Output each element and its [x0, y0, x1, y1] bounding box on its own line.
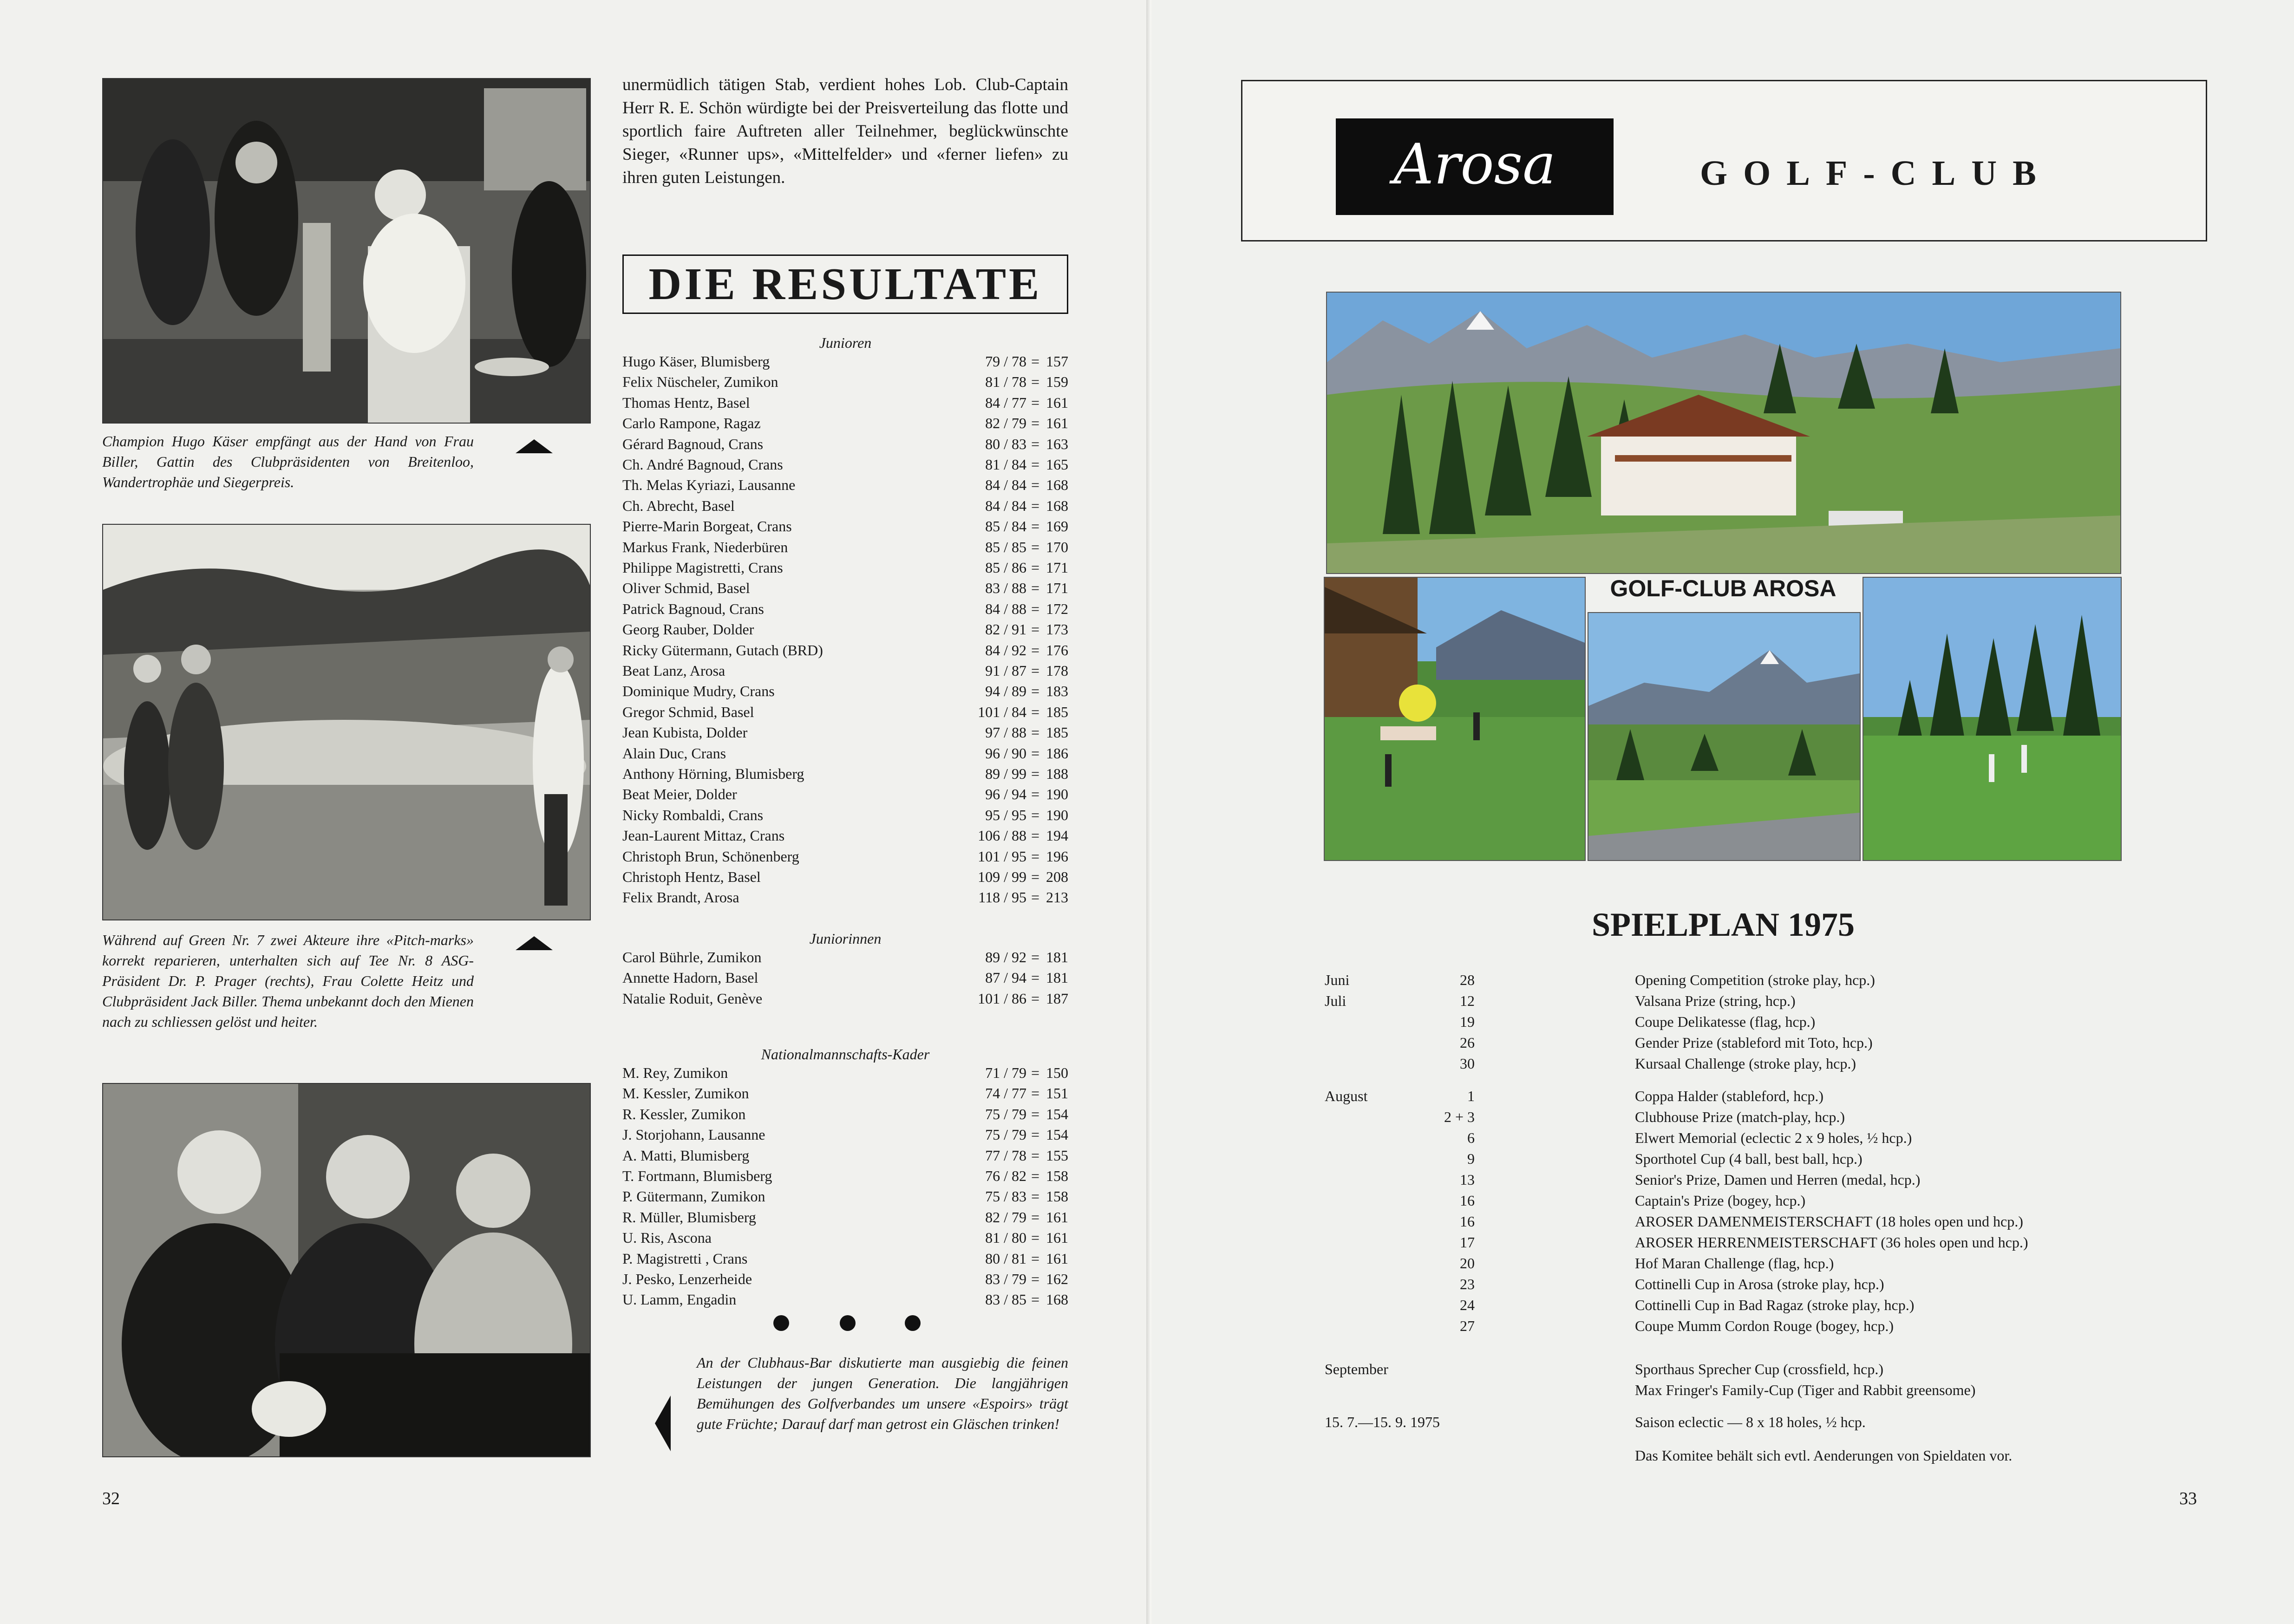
schedule-event: Das Komitee behält sich evtl. Aenderungen von Spieldaten vor. [1635, 1447, 2013, 1464]
player-name: J. Pesko, Lenzerheide [622, 1271, 752, 1287]
player-name: P. Magistretti , Crans [622, 1250, 748, 1267]
section-heading: Junioren [819, 334, 872, 351]
round-scores: 96 / 94 [985, 786, 1026, 803]
result-row [622, 1248, 1068, 1269]
round-scores: 81 / 78 [985, 373, 1026, 391]
trophy-caption: Champion Hugo Käser empfängt aus der Hand von Frau Biller, Gattin des Clubpräsidenten von Breitenloo, Wandertrophäe und Siegerpreis. [102, 433, 474, 490]
green-caption: Während auf Green Nr. 7 zwei Akteure ihre «Pitch-marks» korrekt reparieren, unterhalten sich auf Tee Nr. 8 ASG-Präsident Dr. P. Prager (rechts), Frau Colette Heitz und Clubpräsident Jack Biller. Thema unbekannt doch den Mienen nach zu schliessen gelöst und heiter. [102, 932, 474, 1030]
total-score: 163 [1046, 435, 1068, 452]
equals-sign: = [1031, 621, 1040, 638]
schedule-day: 13 [1460, 1171, 1475, 1188]
bar-caption: An der Clubhaus-Bar diskutierte man ausgiebig die feinen Leistungen der jungen Generation. Die langjährigen Bemühungen des Golfverbandes um unsere «Espoirs» trägt gute Früchte; Darauf darf man getrost ein Gläschen trinken! [697, 1354, 1068, 1432]
schedule-event: Cottinelli Cup in Bad Ragaz (stroke play, hcp.) [1635, 1297, 1915, 1313]
result-row [622, 1289, 1068, 1310]
round-scores: 101 / 86 [978, 990, 1026, 1007]
total-score: 190 [1046, 786, 1068, 803]
equals-sign: = [1031, 476, 1040, 494]
result-row [622, 392, 1068, 413]
player-name: Felix Nüscheler, Zumikon [622, 373, 778, 391]
schedule-day: 1 [1467, 1088, 1475, 1104]
equals-sign: = [1031, 827, 1040, 844]
player-name: Thomas Hentz, Basel [622, 394, 750, 411]
total-score: 178 [1046, 662, 1068, 679]
equals-sign: = [1031, 1250, 1040, 1267]
result-row [622, 1207, 1068, 1227]
result-row [622, 722, 1068, 743]
total-score: 169 [1046, 518, 1068, 535]
schedule-event: Cottinelli Cup in Arosa (stroke play, hcp.) [1635, 1276, 1884, 1292]
player-name: Dominique Mudry, Crans [622, 683, 775, 700]
result-row [622, 805, 1068, 825]
equals-sign: = [1031, 724, 1040, 741]
player-name: Hugo Käser, Blumisberg [622, 353, 770, 370]
player-name: Alain Duc, Crans [622, 744, 726, 762]
equals-sign: = [1031, 683, 1040, 700]
schedule-event: Captain's Prize (bogey, hcp.) [1635, 1192, 1806, 1209]
player-name: Christoph Brun, Schönenberg [622, 848, 799, 865]
total-score: 161 [1046, 1208, 1068, 1226]
result-row [622, 825, 1068, 846]
round-scores: 75 / 79 [985, 1126, 1026, 1143]
total-score: 190 [1046, 806, 1068, 823]
schedule-day: 17 [1460, 1234, 1475, 1251]
total-score: 165 [1046, 456, 1068, 473]
round-scores: 79 / 78 [985, 353, 1026, 370]
schedule-day: 30 [1460, 1055, 1475, 1072]
player-name: R. Kessler, Zumikon [622, 1105, 746, 1122]
bar-photo [102, 1083, 591, 1457]
player-name: Jean-Laurent Mittaz, Crans [622, 827, 785, 844]
player-name: Natalie Roduit, Genève [622, 990, 763, 1007]
page-number: 33 [2179, 1489, 2197, 1508]
total-score: 155 [1046, 1147, 1068, 1164]
schedule-day: 24 [1460, 1297, 1475, 1313]
schedule-event: Kursaal Challenge (stroke play, hcp.) [1635, 1055, 1856, 1072]
player-name: J. Storjohann, Lausanne [622, 1126, 765, 1143]
section-heading: Juniorinnen [809, 930, 882, 947]
trophy-photo [102, 78, 591, 424]
equals-sign: = [1031, 786, 1040, 803]
equals-sign: = [1031, 538, 1040, 555]
total-score: 181 [1046, 949, 1068, 965]
equals-sign: = [1031, 765, 1040, 782]
schedule-event: Max Fringer's Family-Cup (Tiger and Rabbit greensome) [1635, 1382, 1976, 1398]
player-name: P. Gütermann, Zumikon [622, 1188, 765, 1205]
total-score: 196 [1046, 848, 1068, 865]
player-name: Beat Lanz, Arosa [622, 662, 725, 679]
equals-sign: = [1031, 889, 1040, 906]
bullet-dot [840, 1315, 856, 1331]
result-row [622, 763, 1068, 784]
equals-sign: = [1031, 353, 1040, 370]
result-row [622, 413, 1068, 433]
round-scores: 82 / 79 [985, 415, 1026, 432]
equals-sign: = [1031, 580, 1040, 597]
schedule-event: Gender Prize (stableford mit Toto, hcp.) [1635, 1034, 1873, 1051]
total-score: 208 [1046, 868, 1068, 885]
total-score: 162 [1046, 1271, 1068, 1287]
schedule-event: AROSER HERRENMEISTERSCHAFT (36 holes open und hcp.) [1635, 1234, 2028, 1251]
total-score: 154 [1046, 1126, 1068, 1143]
player-name: Ricky Gütermann, Gutach (BRD) [622, 641, 823, 659]
schedule-day: 20 [1460, 1255, 1475, 1272]
equals-sign: = [1031, 949, 1040, 965]
results-title: DIE RESULTATE [622, 254, 1068, 314]
round-scores: 75 / 79 [985, 1105, 1026, 1122]
result-row [622, 947, 1068, 967]
total-score: 170 [1046, 538, 1068, 555]
round-scores: 81 / 80 [985, 1229, 1026, 1246]
forest-green-photo [1863, 577, 2122, 861]
schedule-day [1393, 1359, 1475, 1380]
player-name: Annette Hadorn, Basel [622, 969, 758, 986]
round-scores: 97 / 88 [985, 724, 1026, 741]
total-score: 159 [1046, 373, 1068, 391]
player-name: Gérard Bagnoud, Crans [622, 435, 764, 452]
schedule-event: Opening Competition (stroke play, hcp.) [1635, 972, 1875, 988]
schedule-day: 19 [1460, 1013, 1475, 1030]
result-row [622, 1124, 1068, 1145]
schedule-event: Valsana Prize (string, hcp.) [1635, 992, 1796, 1009]
equals-sign: = [1031, 969, 1040, 986]
result-row [622, 557, 1068, 578]
player-name: Anthony Hörning, Blumisberg [622, 765, 804, 782]
schedule-event: Sporthaus Sprecher Cup (crossfield, hcp.) [1635, 1361, 1883, 1377]
round-scores: 96 / 90 [985, 744, 1026, 762]
equals-sign: = [1031, 1167, 1040, 1184]
result-row [622, 867, 1068, 887]
round-scores: 106 / 88 [978, 827, 1026, 844]
schedule-event: Elwert Memorial (eclectic 2 x 9 holes, ½ hcp.) [1635, 1129, 1912, 1146]
result-row [622, 434, 1068, 454]
total-score: 168 [1046, 1291, 1068, 1308]
section-heading: Nationalmannschafts-Kader [761, 1046, 930, 1063]
schedule-day: 28 [1460, 972, 1475, 988]
total-score: 181 [1046, 969, 1068, 986]
player-name: Carlo Rampone, Ragaz [622, 415, 761, 432]
player-name: Ch. Abrecht, Basel [622, 497, 735, 514]
result-row [622, 1063, 1068, 1083]
club-title: GOLF-CLUB [1700, 154, 2052, 193]
round-scores: 95 / 95 [985, 806, 1026, 823]
player-name: Jean Kubista, Dolder [622, 724, 748, 741]
player-name: Gregor Schmid, Basel [622, 703, 754, 720]
round-scores: 82 / 79 [985, 1208, 1026, 1226]
schedule-day: 6 [1467, 1129, 1475, 1146]
result-row [622, 702, 1068, 722]
round-scores: 94 / 89 [985, 683, 1026, 700]
result-row [622, 988, 1068, 1009]
round-scores: 81 / 84 [985, 456, 1026, 473]
equals-sign: = [1031, 415, 1040, 432]
total-score: 186 [1046, 744, 1068, 762]
player-name: R. Müller, Blumisberg [622, 1208, 756, 1226]
equals-sign: = [1031, 990, 1040, 1007]
round-scores: 74 / 77 [985, 1085, 1026, 1102]
player-name: Christoph Hentz, Basel [622, 868, 761, 885]
player-name: M. Kessler, Zumikon [622, 1085, 749, 1102]
equals-sign: = [1031, 1229, 1040, 1246]
player-name: T. Fortmann, Blumisberg [622, 1167, 772, 1184]
result-row [622, 1269, 1068, 1289]
mountain-fairway-photo [1588, 612, 1861, 861]
schedule-event: Hof Maran Challenge (flag, hcp.) [1635, 1255, 1834, 1272]
total-score: 187 [1046, 990, 1068, 1007]
round-scores: 91 / 87 [985, 662, 1026, 679]
round-scores: 83 / 88 [985, 580, 1026, 597]
equals-sign: = [1031, 1271, 1040, 1287]
total-score: 161 [1046, 1229, 1068, 1246]
total-score: 158 [1046, 1167, 1068, 1184]
result-row [622, 846, 1068, 867]
player-name: Pierre-Marin Borgeat, Crans [622, 518, 792, 535]
result-row [622, 599, 1068, 619]
total-score: 151 [1046, 1085, 1068, 1102]
result-row [622, 1083, 1068, 1103]
result-row [622, 660, 1068, 681]
total-score: 157 [1046, 353, 1068, 370]
total-score: 173 [1046, 621, 1068, 638]
page-number: 32 [102, 1489, 120, 1508]
schedule-day: 2 + 3 [1444, 1109, 1475, 1125]
bullet-dot [773, 1315, 789, 1331]
result-row [622, 619, 1068, 639]
round-scores: 109 / 99 [978, 868, 1026, 885]
schedule-day [1393, 1380, 1475, 1401]
schedule-title: SPIELPLAN 1975 [1591, 906, 1855, 943]
round-scores: 101 / 84 [978, 703, 1026, 720]
total-score: 168 [1046, 497, 1068, 514]
schedule-day: 23 [1460, 1276, 1475, 1292]
schedule-event: Saison eclectic — 8 x 18 holes, ½ hcp. [1635, 1414, 1866, 1430]
equals-sign: = [1031, 744, 1040, 762]
arrow-up-icon [516, 439, 553, 453]
schedule-day: 16 [1460, 1213, 1475, 1230]
schedule-month: 15. 7.—15. 9. 1975 [1325, 1414, 1440, 1430]
player-name: Carol Bührle, Zumikon [622, 949, 762, 965]
total-score: 172 [1046, 600, 1068, 617]
total-score: 161 [1046, 415, 1068, 432]
total-score: 213 [1046, 889, 1068, 906]
result-row [622, 640, 1068, 660]
equals-sign: = [1031, 600, 1040, 617]
equals-sign: = [1031, 456, 1040, 473]
player-name: A. Matti, Blumisberg [622, 1147, 750, 1164]
round-scores: 77 / 78 [985, 1147, 1026, 1164]
total-score: 154 [1046, 1105, 1068, 1122]
result-row [622, 537, 1068, 557]
schedule-event: AROSER DAMENMEISTERSCHAFT (18 holes open und hcp.) [1635, 1213, 2023, 1230]
equals-sign: = [1031, 1188, 1040, 1205]
schedule-event: Clubhouse Prize (match-play, hcp.) [1635, 1109, 1845, 1125]
round-scores: 89 / 99 [985, 765, 1026, 782]
total-score: 176 [1046, 641, 1068, 659]
player-name: M. Rey, Zumikon [622, 1064, 728, 1081]
total-score: 161 [1046, 394, 1068, 411]
schedule-day: 26 [1460, 1034, 1475, 1051]
schedule-event: Coupe Delikatesse (flag, hcp.) [1635, 1013, 1816, 1030]
result-row [622, 496, 1068, 516]
result-row [622, 454, 1068, 475]
equals-sign: = [1031, 1291, 1040, 1308]
equals-sign: = [1031, 1085, 1040, 1102]
green-photo [102, 524, 591, 920]
arrow-left-icon [655, 1396, 671, 1451]
result-row [622, 1166, 1068, 1186]
equals-sign: = [1031, 1064, 1040, 1081]
player-name: Ch. André Bagnoud, Crans [622, 456, 783, 473]
total-score: 194 [1046, 827, 1068, 844]
round-scores: 83 / 85 [985, 1291, 1026, 1308]
player-name: U. Lamm, Engadin [622, 1291, 737, 1308]
equals-sign: = [1031, 394, 1040, 411]
player-name: Th. Melas Kyriazi, Lausanne [622, 476, 796, 494]
result-row [622, 887, 1068, 907]
schedule-day: 16 [1460, 1192, 1475, 1209]
schedule-month: Juni [1325, 972, 1350, 988]
round-scores: 84 / 77 [985, 394, 1026, 411]
player-name: Markus Frank, Niederbüren [622, 538, 788, 555]
schedule-day: 12 [1460, 992, 1475, 1009]
result-row [622, 1227, 1068, 1248]
result-row [622, 578, 1068, 598]
schedule-event: Sporthotel Cup (4 ball, best ball, hcp.) [1635, 1150, 1863, 1167]
round-scores: 80 / 83 [985, 435, 1026, 452]
bullet-dot [905, 1315, 921, 1331]
intro-paragraph: unermüdlich tätigen Stab, verdient hohes Lob. Club-Captain Herr R. E. Schön würdigte bei der Preisverteilung das flotte und sportlich faire Auftreten aller Teilnehmer, beglückwünschte Sieger, «Runner ups», «Mittelfelder» und «ferner liefen» zu ihren guten Leistungen. [622, 75, 1068, 187]
schedule-month: Juli [1325, 992, 1346, 1009]
result-row [622, 743, 1068, 763]
result-row [622, 351, 1068, 372]
round-scores: 84 / 84 [985, 476, 1026, 494]
round-scores: 76 / 82 [985, 1167, 1026, 1184]
player-name: Philippe Magistretti, Crans [622, 559, 783, 576]
schedule-day [1393, 1445, 1475, 1466]
round-scores: 84 / 84 [985, 497, 1026, 514]
round-scores: 75 / 83 [985, 1188, 1026, 1205]
total-score: 185 [1046, 724, 1068, 741]
equals-sign: = [1031, 641, 1040, 659]
round-scores: 85 / 84 [985, 518, 1026, 535]
total-score: 183 [1046, 683, 1068, 700]
equals-sign: = [1031, 868, 1040, 885]
round-scores: 89 / 92 [985, 949, 1026, 965]
equals-sign: = [1031, 662, 1040, 679]
total-score: 158 [1046, 1188, 1068, 1205]
round-scores: 101 / 95 [978, 848, 1026, 865]
schedule-day: 27 [1460, 1317, 1475, 1334]
arosa-logo: Arosa [1336, 118, 1614, 215]
total-score: 185 [1046, 703, 1068, 720]
player-name: Patrick Bagnoud, Crans [622, 600, 764, 617]
total-score: 171 [1046, 580, 1068, 597]
result-row [622, 516, 1068, 536]
result-row [622, 1145, 1068, 1166]
result-row [622, 1186, 1068, 1207]
result-row [622, 784, 1068, 804]
player-name: Beat Meier, Dolder [622, 786, 737, 803]
result-row [622, 1104, 1068, 1124]
round-scores: 80 / 81 [985, 1250, 1026, 1267]
player-name: U. Ris, Ascona [622, 1229, 712, 1246]
round-scores: 84 / 92 [985, 641, 1026, 659]
player-name: Oliver Schmid, Basel [622, 580, 750, 597]
clubhouse-panorama-photo [1326, 292, 2121, 574]
equals-sign: = [1031, 848, 1040, 865]
schedule-event: Senior's Prize, Damen und Herren (medal, hcp.) [1635, 1171, 1921, 1188]
equals-sign: = [1031, 1105, 1040, 1122]
total-score: 150 [1046, 1064, 1068, 1081]
schedule-day [1393, 1412, 1475, 1433]
equals-sign: = [1031, 1208, 1040, 1226]
round-scores: 118 / 95 [978, 889, 1026, 906]
total-score: 168 [1046, 476, 1068, 494]
round-scores: 87 / 94 [985, 969, 1026, 986]
result-row [622, 475, 1068, 495]
player-name: Georg Rauber, Dolder [622, 621, 754, 638]
round-scores: 83 / 79 [985, 1271, 1026, 1287]
equals-sign: = [1031, 435, 1040, 452]
equals-sign: = [1031, 518, 1040, 535]
schedule-event: Coppa Halder (stableford, hcp.) [1635, 1088, 1824, 1104]
schedule-event: Coupe Mumm Cordon Rouge (bogey, hcp.) [1635, 1317, 1894, 1334]
equals-sign: = [1031, 497, 1040, 514]
round-scores: 85 / 86 [985, 559, 1026, 576]
equals-sign: = [1031, 559, 1040, 576]
result-row [622, 967, 1068, 988]
equals-sign: = [1031, 1126, 1040, 1143]
total-score: 171 [1046, 559, 1068, 576]
chalet-green-photo [1324, 577, 1586, 861]
equals-sign: = [1031, 806, 1040, 823]
equals-sign: = [1031, 373, 1040, 391]
photo-label: GOLF-CLUB AROSA [1610, 575, 1837, 601]
player-name: Nicky Rombaldi, Crans [622, 806, 764, 823]
round-scores: 82 / 91 [985, 621, 1026, 638]
total-score: 188 [1046, 765, 1068, 782]
schedule-month: August [1325, 1088, 1368, 1104]
equals-sign: = [1031, 1147, 1040, 1164]
arrow-up-icon [516, 936, 553, 950]
round-scores: 84 / 88 [985, 600, 1026, 617]
schedule-month: September [1325, 1361, 1388, 1377]
total-score: 161 [1046, 1250, 1068, 1267]
result-row [622, 372, 1068, 392]
player-name: Felix Brandt, Arosa [622, 889, 739, 906]
result-row [622, 681, 1068, 701]
schedule-day: 9 [1467, 1150, 1475, 1167]
round-scores: 71 / 79 [985, 1064, 1026, 1081]
equals-sign: = [1031, 703, 1040, 720]
round-scores: 85 / 85 [985, 538, 1026, 555]
